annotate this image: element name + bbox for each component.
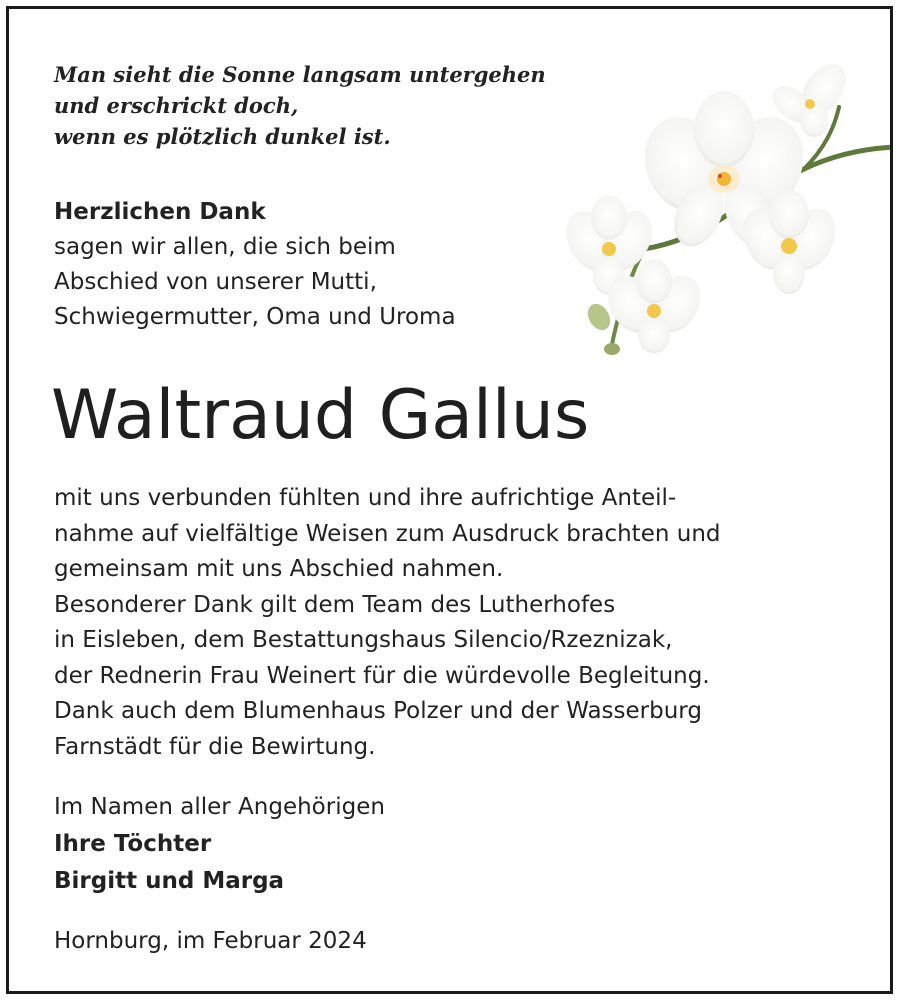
obituary-card [6,6,893,994]
motto-line: Man sieht die Sonne langsam untergehen [54,62,546,87]
motto-quote [54,59,546,152]
body-line: Dank auch dem Blumenhaus Polzer und der Wasserburg [54,698,702,724]
body-line: in Eisleben, dem Bestattungshaus Silencio/Rzeznizak, [54,627,673,653]
place-date: Hornburg, im Februar 2024 [54,928,367,954]
signers-line: Birgitt und Marga [54,868,285,894]
body-line: nahme auf vielfältige Weisen zum Ausdruck brachten und [54,520,721,547]
body-text [54,481,721,765]
body-line: mit uns verbunden fühlten und ihre aufrichtige Anteil- [54,485,677,511]
thanks-block [54,195,456,335]
signers-line: Ihre Töchter [54,831,212,857]
thanks-line: Abschied von unserer Mutti, [54,269,377,295]
thanks-line: Schwiegermutter, Oma und Uroma [54,304,456,330]
closing-intro: Im Namen aller Angehörigen [54,794,385,820]
deceased-name: Waltraud Gallus [51,376,590,455]
motto-line: und erschrickt doch, [54,93,299,118]
body-line: gemeinsam mit uns Abschied nahmen. [54,556,504,582]
body-line: der Rednerin Frau Weinert für die würdevolle Begleitung. [54,662,710,689]
thanks-line: sagen wir allen, die sich beim [54,234,396,260]
body-line: Besonderer Dank gilt dem Team des Lutherhofes [54,591,616,618]
signature-block [54,789,385,900]
body-line: Farnstädt für die Bewirtung. [54,733,376,760]
thanks-heading: Herzlichen Dank [54,199,266,225]
motto-line: wenn es plötzlich dunkel ist. [54,124,391,149]
orchid-flower-image [549,49,893,369]
